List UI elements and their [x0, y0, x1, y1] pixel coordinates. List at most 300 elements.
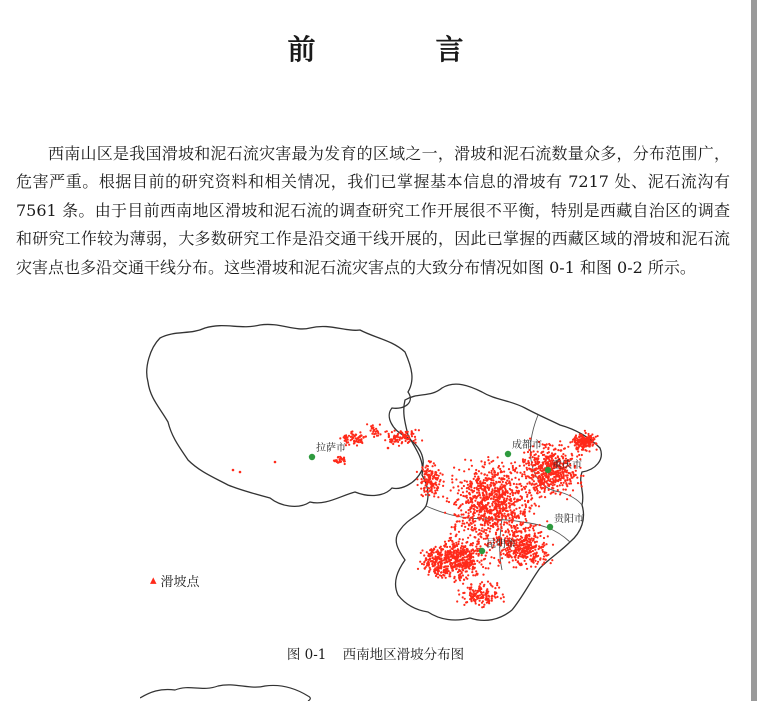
landslide-point — [533, 484, 535, 486]
landslide-point — [503, 601, 505, 603]
landslide-point — [528, 464, 530, 466]
landslide-point — [532, 550, 534, 552]
landslide-point — [413, 440, 415, 442]
landslide-point — [498, 465, 500, 467]
landslide-point — [443, 569, 445, 571]
landslide-point — [501, 462, 503, 464]
landslide-point — [465, 576, 467, 578]
landslide-point — [509, 517, 511, 519]
landslide-point — [537, 492, 539, 494]
landslide-point — [451, 555, 453, 557]
landslide-point — [503, 513, 505, 515]
landslide-point — [461, 514, 463, 516]
landslide-point — [551, 492, 553, 494]
landslide-point — [524, 500, 526, 502]
landslide-point — [591, 433, 593, 435]
landslide-point — [464, 517, 466, 519]
landslide-point — [462, 574, 464, 576]
landslide-point — [547, 477, 549, 479]
landslide-point — [377, 432, 379, 434]
landslide-point — [471, 481, 473, 483]
city-marker-chengdu — [505, 451, 511, 457]
landslide-point — [464, 480, 466, 482]
landslide-point — [475, 553, 477, 555]
landslide-point — [538, 545, 540, 547]
landslide-point — [441, 554, 443, 556]
landslide-point — [450, 533, 452, 535]
landslide-point — [481, 606, 483, 608]
landslide-point — [519, 542, 521, 544]
landslide-point — [551, 559, 553, 561]
landslide-point — [535, 475, 537, 477]
landslide-point — [531, 474, 533, 476]
landslide-point — [439, 547, 441, 549]
landslide-point — [542, 558, 544, 560]
landslide-point — [552, 481, 554, 483]
landslide-point — [483, 604, 485, 606]
landslide-point — [343, 436, 345, 438]
landslide-point — [524, 560, 526, 562]
landslide-point — [517, 549, 519, 551]
landslide-point — [482, 494, 484, 496]
landslide-point — [446, 561, 448, 563]
landslide-point — [459, 520, 461, 522]
landslide-point — [553, 449, 555, 451]
landslide-point — [437, 576, 439, 578]
landslide-point — [436, 551, 438, 553]
landslide-point — [584, 444, 586, 446]
landslide-point — [468, 509, 470, 511]
landslide-point — [473, 490, 475, 492]
landslide-point — [528, 529, 530, 531]
landslide-point — [404, 437, 406, 439]
landslide-point — [500, 523, 502, 525]
landslide-point — [556, 485, 558, 487]
landslide-point — [534, 457, 536, 459]
landslide-point — [480, 560, 482, 562]
landslide-point — [491, 476, 493, 478]
landslide-point — [519, 507, 521, 509]
landslide-point — [528, 489, 530, 491]
landslide-point — [460, 577, 462, 579]
landslide-point — [445, 550, 447, 552]
landslide-point — [481, 554, 483, 556]
landslide-point — [536, 488, 538, 490]
landslide-point — [471, 504, 473, 506]
city-label-chengdu: 成都市 — [512, 440, 542, 451]
landslide-point — [557, 449, 559, 451]
landslide-point — [450, 489, 452, 491]
landslide-point — [503, 596, 505, 598]
landslide-point — [539, 469, 541, 471]
landslide-point — [479, 545, 481, 547]
landslide-point — [586, 436, 588, 438]
landslide-point — [476, 540, 478, 542]
landslide-point — [581, 434, 583, 436]
landslide-point — [391, 431, 393, 433]
landslide-point — [472, 596, 474, 598]
landslide-point — [542, 551, 544, 553]
landslide-point — [531, 537, 533, 539]
landslide-point — [470, 522, 472, 524]
landslide-point — [478, 492, 480, 494]
landslide-point — [451, 481, 453, 483]
landslide-point — [487, 459, 489, 461]
landslide-point — [484, 514, 486, 516]
landslide-point — [534, 461, 536, 463]
landslide-point — [498, 477, 500, 479]
landslide-point — [534, 549, 536, 551]
landslide-point — [506, 498, 508, 500]
landslide-point — [375, 428, 377, 430]
landslide-point — [566, 498, 568, 500]
landslide-point — [435, 478, 437, 480]
landslide-point — [379, 424, 381, 426]
landslide-point — [553, 473, 555, 475]
landslide-point — [466, 490, 468, 492]
landslide-point — [356, 444, 358, 446]
landslide-point — [499, 496, 501, 498]
landslide-point — [535, 483, 537, 485]
landslide-point — [466, 487, 468, 489]
landslide-point — [420, 494, 422, 496]
landslide-point — [493, 495, 495, 497]
landslide-point — [334, 460, 336, 462]
landslide-point — [485, 532, 487, 534]
landslide-point — [493, 498, 495, 500]
landslide-point — [453, 467, 455, 469]
landslide-point — [507, 528, 509, 530]
landslide-point — [461, 572, 463, 574]
landslide-point — [452, 554, 454, 556]
landslide-point — [399, 431, 401, 433]
landslide-point — [567, 446, 569, 448]
landslide-point — [577, 482, 579, 484]
landslide-point — [462, 557, 464, 559]
landslide-point — [529, 539, 531, 541]
landslide-point — [551, 454, 553, 456]
landslide-point — [476, 598, 478, 600]
landslide-point — [532, 456, 534, 458]
landslide-point — [523, 552, 525, 554]
landslide-point — [470, 588, 472, 590]
landslide-point — [476, 506, 478, 508]
landslide-point — [430, 560, 432, 562]
landslide-point — [477, 485, 479, 487]
landslide-point — [544, 460, 546, 462]
landslide-point — [474, 594, 476, 596]
landslide-point — [398, 445, 400, 447]
landslide-point — [465, 553, 467, 555]
landslide-point — [498, 494, 500, 496]
landslide-point — [466, 556, 468, 558]
landslide-point — [489, 528, 491, 530]
landslide-point — [481, 506, 483, 508]
landslide-point — [480, 488, 482, 490]
landslide-point — [510, 513, 512, 515]
landslide-point — [494, 487, 496, 489]
landslide-point — [440, 571, 442, 573]
landslide-point — [518, 545, 520, 547]
landslide-point — [527, 500, 529, 502]
landslide-point — [355, 438, 357, 440]
landslide-point — [557, 455, 559, 457]
landslide-point — [520, 563, 522, 565]
landslide-point — [352, 437, 354, 439]
landslide-point — [466, 481, 468, 483]
landslide-point — [459, 538, 461, 540]
landslide-point — [548, 463, 550, 465]
landslide-point — [533, 535, 535, 537]
landslide-point — [569, 472, 571, 474]
landslide-point — [535, 566, 537, 568]
landslide-point — [494, 474, 496, 476]
landslide-point — [350, 436, 352, 438]
landslide-map-figure — [130, 320, 610, 630]
landslide-point — [488, 600, 490, 602]
landslide-point — [521, 504, 523, 506]
landslide-point — [394, 430, 396, 432]
landslide-point — [477, 495, 479, 497]
landslide-point — [577, 450, 579, 452]
figure-number: 图 0-1 — [286, 647, 327, 663]
landslide-point — [376, 430, 378, 432]
landslide-point — [459, 555, 461, 557]
landslide-point — [484, 482, 486, 484]
landslide-point — [434, 490, 436, 492]
landslide-point — [530, 494, 532, 496]
landslide-point — [541, 481, 543, 483]
landslide-point — [536, 468, 538, 470]
landslide-point — [501, 517, 503, 519]
landslide-point — [505, 482, 507, 484]
landslide-point — [421, 466, 423, 468]
landslide-point — [440, 565, 442, 567]
landslide-point — [451, 475, 453, 477]
landslide-point — [516, 538, 518, 540]
landslide-point — [544, 489, 546, 491]
landslide-point — [416, 478, 418, 480]
landslide-point — [425, 466, 427, 468]
landslide-point — [489, 484, 491, 486]
landslide-point — [490, 584, 492, 586]
landslide-point — [470, 599, 472, 601]
landslide-point — [576, 477, 578, 479]
landslide-point — [461, 568, 463, 570]
landslide-point — [523, 464, 525, 466]
landslide-point — [527, 527, 529, 529]
landslide-point — [580, 475, 582, 477]
landslide-point — [516, 515, 518, 517]
landslide-point — [449, 575, 451, 577]
landslide-point — [549, 444, 551, 446]
landslide-point — [542, 543, 544, 545]
landslide-point — [477, 501, 479, 503]
landslide-point — [437, 563, 439, 565]
landslide-point — [533, 545, 535, 547]
landslide-point — [509, 507, 511, 509]
landslide-point — [575, 474, 577, 476]
landslide-point — [545, 481, 547, 483]
landslide-point — [459, 553, 461, 555]
landslide-point — [482, 465, 484, 467]
landslide-point — [370, 430, 372, 432]
landslide-point — [591, 445, 593, 447]
landslide-point — [502, 486, 504, 488]
landslide-point — [480, 563, 482, 565]
landslide-point-icon: ▴ — [150, 573, 157, 588]
landslide-point — [545, 543, 547, 545]
landslide-point — [494, 506, 496, 508]
landslide-point — [442, 474, 444, 476]
page-title: 前 言 — [287, 33, 510, 66]
landslide-point — [570, 482, 572, 484]
landslide-point — [421, 478, 423, 480]
landslide-point — [519, 483, 521, 485]
landslide-point — [468, 512, 470, 514]
landslide-point — [476, 478, 478, 480]
landslide-point — [437, 553, 439, 555]
landslide-point — [414, 429, 416, 431]
landslide-point — [535, 553, 537, 555]
landslide-point — [526, 494, 528, 496]
landslide-point — [531, 483, 533, 485]
landslide-point — [516, 483, 518, 485]
landslide-point — [572, 439, 574, 441]
landslide-point — [459, 579, 461, 581]
landslide-point — [457, 492, 459, 494]
landslide-point — [402, 437, 404, 439]
landslide-point — [431, 551, 433, 553]
landslide-point — [439, 574, 441, 576]
landslide-point — [463, 529, 465, 531]
landslide-point — [439, 472, 441, 474]
landslide-point — [516, 487, 518, 489]
landslide-point — [539, 535, 541, 537]
landslide-point — [435, 575, 437, 577]
landslide-point — [447, 550, 449, 552]
landslide-point — [576, 455, 578, 457]
landslide-point — [457, 565, 459, 567]
landslide-point — [506, 480, 508, 482]
landslide-point — [395, 440, 397, 442]
landslide-point — [483, 585, 485, 587]
landslide-point — [499, 468, 501, 470]
landslide-point — [429, 567, 431, 569]
landslide-point — [487, 524, 489, 526]
landslide-point — [551, 452, 553, 454]
landslide-point — [421, 563, 423, 565]
landslide-point — [491, 491, 493, 493]
landslide-point — [530, 525, 532, 527]
landslide-point — [560, 482, 562, 484]
landslide-point — [502, 490, 504, 492]
landslide-point — [536, 463, 538, 465]
landslide-point — [458, 541, 460, 543]
landslide-point — [577, 444, 579, 446]
landslide-point — [419, 561, 421, 563]
landslide-point — [543, 447, 545, 449]
landslide-point — [572, 489, 574, 491]
landslide-point — [457, 589, 459, 591]
landslide-point — [520, 512, 522, 514]
landslide-point — [516, 471, 518, 473]
landslide-point — [491, 510, 493, 512]
landslide-point — [425, 480, 427, 482]
landslide-point — [541, 451, 543, 453]
landslide-point — [431, 489, 433, 491]
landslide-point — [446, 546, 448, 548]
landslide-point — [582, 449, 584, 451]
landslide-point — [509, 505, 511, 507]
landslide-point — [530, 566, 532, 568]
landslide-point — [551, 445, 553, 447]
landslide-point — [461, 559, 463, 561]
landslide-point — [530, 477, 532, 479]
landslide-point — [513, 525, 515, 527]
landslide-point — [438, 483, 440, 485]
landslide-point — [552, 487, 554, 489]
landslide-point — [435, 492, 437, 494]
landslide-point — [536, 541, 538, 543]
landslide-point — [411, 435, 413, 437]
landslide-point — [578, 454, 580, 456]
landslide-point — [561, 484, 563, 486]
landslide-point — [532, 559, 534, 561]
landslide-point — [491, 600, 493, 602]
landslide-point — [509, 554, 511, 556]
landslide-point — [483, 499, 485, 501]
landslide-point — [471, 465, 473, 467]
landslide-point — [478, 538, 480, 540]
landslide-point — [357, 441, 359, 443]
landslide-point — [496, 509, 498, 511]
landslide-point — [520, 535, 522, 537]
landslide-point — [468, 488, 470, 490]
landslide-point — [484, 558, 486, 560]
landslide-point — [474, 550, 476, 552]
landslide-point — [508, 521, 510, 523]
landslide-point — [478, 604, 480, 606]
landslide-point — [500, 554, 502, 556]
landslide-point — [490, 518, 492, 520]
landslide-point — [482, 600, 484, 602]
landslide-point — [390, 441, 392, 443]
landslide-point — [476, 482, 478, 484]
landslide-point — [563, 482, 565, 484]
landslide-point — [484, 524, 486, 526]
landslide-point — [427, 491, 429, 493]
landslide-point — [480, 535, 482, 537]
landslide-point — [553, 476, 555, 478]
landslide-point — [503, 478, 505, 480]
landslide-point — [463, 604, 465, 606]
landslide-point — [487, 517, 489, 519]
landslide-point — [529, 492, 531, 494]
landslide-point — [557, 475, 559, 477]
landslide-point — [462, 503, 464, 505]
landslide-point — [454, 523, 456, 525]
landslide-point — [531, 461, 533, 463]
landslide-point — [528, 548, 530, 550]
landslide-point — [474, 536, 476, 538]
landslide-point — [496, 493, 498, 495]
landslide-point — [512, 467, 514, 469]
landslide-point — [443, 481, 445, 483]
landslide-point — [478, 529, 480, 531]
landslide-point — [565, 489, 567, 491]
landslide-point — [452, 548, 454, 550]
